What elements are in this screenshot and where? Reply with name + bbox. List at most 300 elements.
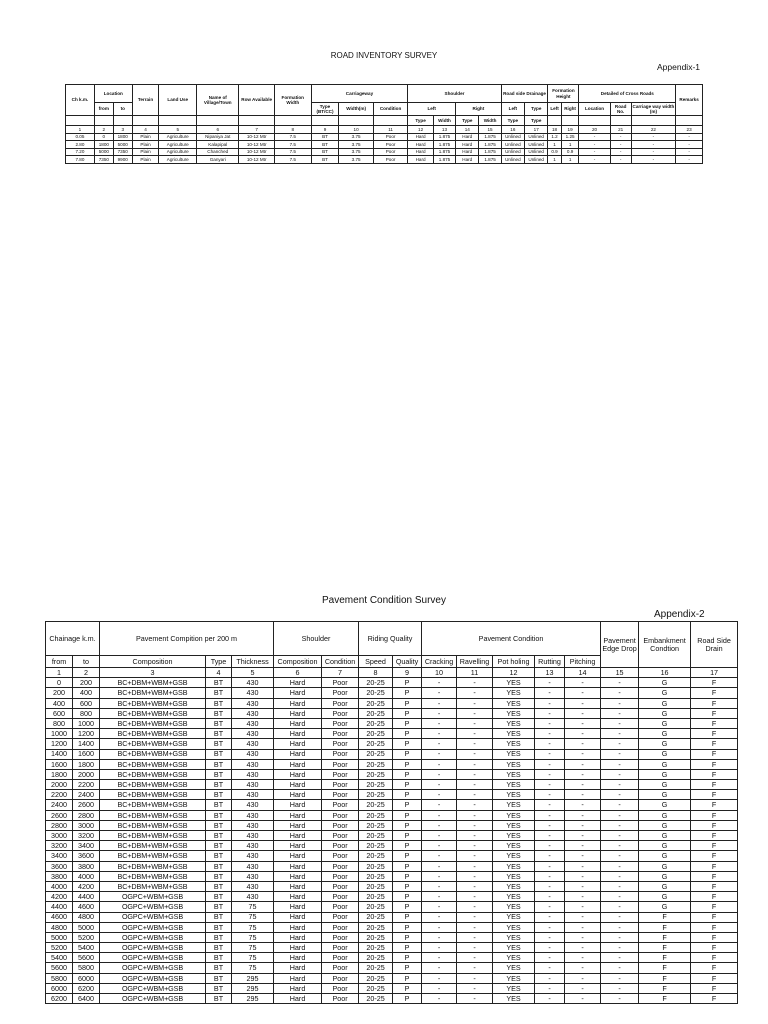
table-cell: G [639, 718, 691, 728]
table-cell: Hard [274, 973, 322, 983]
table-cell: Hard [456, 148, 479, 156]
table-cell: 1.875 [479, 148, 501, 156]
table-cell: P [393, 983, 422, 993]
table-cell: 20-25 [359, 800, 393, 810]
table-cell: - [535, 739, 565, 749]
table-cell: Ganyari [197, 156, 239, 164]
table-cell: - [457, 749, 493, 759]
table-cell: F [691, 943, 738, 953]
table-cell: Agriculture [159, 133, 197, 141]
table-cell: 5000 [94, 148, 113, 156]
header-village: Name of Village/Town [197, 85, 239, 116]
table-cell: Hard [274, 861, 322, 871]
column-number: 19 [561, 126, 579, 134]
table-cell: 6400 [73, 994, 100, 1004]
table-cell: BC+DBM+WBM+GSB [100, 678, 206, 688]
table-cell: - [565, 820, 601, 830]
table-cell: 20-25 [359, 688, 393, 698]
table-cell: Poor [373, 141, 407, 149]
table-cell: 5600 [73, 953, 100, 963]
table-cell: 7.5 [274, 148, 311, 156]
table-cell: 295 [232, 994, 274, 1004]
header-shoulder: Shoulder [408, 85, 501, 103]
table-cell: BT [206, 861, 232, 871]
table-cell: G [639, 698, 691, 708]
table-row [46, 973, 738, 983]
table-cell: BC+DBM+WBM+GSB [100, 780, 206, 790]
table-cell: - [579, 133, 610, 141]
table-cell: - [457, 718, 493, 728]
table-cell: Hard [274, 841, 322, 851]
column-number: 3 [113, 126, 132, 134]
table-cell: - [565, 851, 601, 861]
table-row [46, 943, 738, 953]
table-cell: - [535, 769, 565, 779]
table-cell: Plain [132, 133, 159, 141]
table-cell: - [535, 912, 565, 922]
table-cell: - [422, 810, 457, 820]
table-cell: 7350 [94, 156, 113, 164]
column-number: 5 [159, 126, 197, 134]
table-cell: Hard [274, 780, 322, 790]
column-number: 9 [311, 126, 339, 134]
table-cell: G [639, 892, 691, 902]
table-cell: - [422, 912, 457, 922]
table-cell: Hard [274, 963, 322, 973]
table-cell: BT [311, 133, 339, 141]
table-cell: BC+DBM+WBM+GSB [100, 749, 206, 759]
table-cell: 2400 [46, 800, 73, 810]
table-cell: 1800 [73, 759, 100, 769]
column-number: 15 [601, 668, 639, 678]
table-cell: 800 [46, 718, 73, 728]
table-cell: 430 [232, 780, 274, 790]
table-cell: F [691, 881, 738, 891]
table-cell: - [535, 953, 565, 963]
table-cell: BC+DBM+WBM+GSB [100, 871, 206, 881]
table-cell: YES [493, 851, 535, 861]
table-cell: - [535, 932, 565, 942]
table-cell: YES [493, 810, 535, 820]
table-cell: F [691, 790, 738, 800]
table-cell: - [565, 688, 601, 698]
table-cell: 3000 [46, 831, 73, 841]
table-cell: - [457, 678, 493, 688]
table-cell: Agriculture [159, 148, 197, 156]
table-cell: 4400 [46, 902, 73, 912]
table-cell: - [565, 902, 601, 912]
table-cell: - [601, 688, 639, 698]
table-cell: Hard [456, 156, 479, 164]
table-cell: - [535, 983, 565, 993]
column-number: 18 [548, 126, 561, 134]
table-cell: BT [206, 932, 232, 942]
header-left-type: Type [408, 116, 434, 126]
table-cell: - [457, 851, 493, 861]
table-cell: YES [493, 729, 535, 739]
table-cell: F [639, 994, 691, 1004]
table-cell: Poor [322, 963, 359, 973]
table-cell: - [422, 881, 457, 891]
column-number: 14 [456, 126, 479, 134]
table-cell: BC+DBM+WBM+GSB [100, 729, 206, 739]
table-cell: 430 [232, 718, 274, 728]
table-cell: 2.80 [66, 141, 95, 149]
table-cell: - [565, 769, 601, 779]
table-cell: Hard [274, 729, 322, 739]
table-cell: 4000 [46, 881, 73, 891]
table-cell: BT [206, 800, 232, 810]
table-cell: 1400 [73, 739, 100, 749]
table-cell: 10-12 Mtr [239, 156, 275, 164]
table-row [46, 678, 738, 688]
table-cell: 2600 [73, 800, 100, 810]
column-number: 21 [610, 126, 631, 134]
table-cell: 5000 [46, 932, 73, 942]
table-cell: Hard [274, 953, 322, 963]
column-number: 11 [457, 668, 493, 678]
table-cell: BC+DBM+WBM+GSB [100, 739, 206, 749]
table-cell: - [422, 708, 457, 718]
column-number: 23 [676, 126, 703, 134]
table-cell: F [691, 810, 738, 820]
table-cell: P [393, 871, 422, 881]
table-cell: 4800 [73, 912, 100, 922]
column-number: 4 [206, 668, 232, 678]
table-cell: 430 [232, 800, 274, 810]
table-cell: 1.875 [433, 141, 455, 149]
header-right-type: Type [456, 116, 479, 126]
table-cell: 20-25 [359, 831, 393, 841]
table-cell: - [565, 922, 601, 932]
table-cell: YES [493, 698, 535, 708]
column-number: 17 [691, 668, 738, 678]
table-cell: BC+DBM+WBM+GSB [100, 820, 206, 830]
header-row-available: Row Available [239, 85, 275, 116]
table-row [46, 739, 738, 749]
table-cell: - [535, 810, 565, 820]
table-cell: G [639, 851, 691, 861]
table-cell: YES [493, 841, 535, 851]
table-cell: 430 [232, 790, 274, 800]
table-cell: Hard [274, 708, 322, 718]
table-row [46, 698, 738, 708]
table-cell: BC+DBM+WBM+GSB [100, 841, 206, 851]
table-cell: - [457, 861, 493, 871]
table-cell: 430 [232, 749, 274, 759]
table-cell: G [639, 688, 691, 698]
table-cell: BC+DBM+WBM+GSB [100, 718, 206, 728]
table-cell: 5800 [73, 963, 100, 973]
header-width-m: Width(m) [339, 103, 373, 116]
table-cell: - [422, 861, 457, 871]
pavement-condition-table [45, 621, 738, 1004]
table-cell: OGPC+WBM+GSB [100, 922, 206, 932]
table-cell: Poor [373, 148, 407, 156]
table-cell: - [631, 156, 675, 164]
table-row [46, 749, 738, 759]
header-drainage-left: Left [501, 103, 524, 116]
table-cell: G [639, 678, 691, 688]
table-cell: - [422, 922, 457, 932]
table-cell: - [422, 780, 457, 790]
table-cell: - [457, 881, 493, 891]
table-cell: 20-25 [359, 820, 393, 830]
table-cell: 1.875 [433, 156, 455, 164]
table-cell: - [422, 831, 457, 841]
table-cell: P [393, 922, 422, 932]
table-cell: 1200 [46, 739, 73, 749]
table-cell: Poor [322, 861, 359, 871]
table-cell: 3200 [73, 831, 100, 841]
table-cell: P [393, 708, 422, 718]
table-row [46, 820, 738, 830]
table-cell: Poor [322, 851, 359, 861]
table-cell: 430 [232, 678, 274, 688]
table-cell: BT [206, 759, 232, 769]
table-cell: - [601, 851, 639, 861]
table-cell: 20-25 [359, 963, 393, 973]
table-cell: F [691, 749, 738, 759]
table-cell: 2200 [46, 790, 73, 800]
table-cell: 5000 [73, 922, 100, 932]
table-cell: - [601, 729, 639, 739]
table-cell: 6000 [46, 983, 73, 993]
column-number: 8 [274, 126, 311, 134]
table-cell: F [639, 973, 691, 983]
table-cell: 1600 [73, 749, 100, 759]
header-shoulder-right: Right [456, 103, 502, 116]
table-cell: Plain [132, 156, 159, 164]
table-cell: Hard [274, 943, 322, 953]
table-cell: Poor [373, 133, 407, 141]
table-cell: F [691, 780, 738, 790]
table-cell: Hard [274, 983, 322, 993]
table-cell: 430 [232, 708, 274, 718]
table-row [46, 861, 738, 871]
table-row [66, 141, 703, 149]
table-cell: 3600 [73, 851, 100, 861]
table-cell: Chanched [197, 148, 239, 156]
table-cell: YES [493, 820, 535, 830]
table-cell: Poor [322, 739, 359, 749]
table-cell: 75 [232, 912, 274, 922]
table-cell: - [535, 698, 565, 708]
table-cell: BT [206, 902, 232, 912]
table-cell: - [565, 790, 601, 800]
table-cell: - [535, 790, 565, 800]
table-cell: 9900 [113, 156, 132, 164]
table-cell: 200 [73, 678, 100, 688]
table-cell: G [639, 841, 691, 851]
table-cell: BT [206, 983, 232, 993]
table-cell: P [393, 759, 422, 769]
table-cell: 1.875 [433, 133, 455, 141]
table-cell: YES [493, 861, 535, 871]
table-cell: G [639, 831, 691, 841]
header-to: to [113, 103, 132, 116]
table-cell: Poor [322, 892, 359, 902]
table-cell: 0.9 [561, 148, 579, 156]
table-cell: Poor [322, 973, 359, 983]
table-cell: - [565, 729, 601, 739]
table-cell: - [579, 141, 610, 149]
table-cell: - [565, 739, 601, 749]
header-ravelling: Ravelling [457, 656, 493, 668]
header-embankment: Embankment Condtion [639, 622, 691, 668]
table-cell: 1600 [46, 759, 73, 769]
table-row [66, 148, 703, 156]
table-cell: - [422, 871, 457, 881]
road-inventory-body [66, 126, 703, 164]
table-cell: - [601, 749, 639, 759]
table-cell: Poor [373, 156, 407, 164]
header-road-no: Road No. [610, 103, 631, 116]
table-cell: F [691, 678, 738, 688]
table-cell: 6200 [46, 994, 73, 1004]
table-cell: Hard [274, 810, 322, 820]
table-cell: 4600 [46, 912, 73, 922]
table-cell: 1 [548, 156, 561, 164]
table-cell: Unlined [525, 156, 548, 164]
table-cell: BT [206, 881, 232, 891]
table-cell: - [565, 708, 601, 718]
column-number: 20 [579, 126, 610, 134]
table-cell: 1.875 [479, 141, 501, 149]
table-cell: P [393, 861, 422, 871]
table-cell: Hard [456, 133, 479, 141]
table-row [46, 729, 738, 739]
table-cell: - [422, 800, 457, 810]
table-cell: - [601, 943, 639, 953]
table-cell: - [535, 994, 565, 1004]
column-number: 6 [274, 668, 322, 678]
table-cell: - [422, 932, 457, 942]
table-cell: - [422, 739, 457, 749]
table-cell: 3600 [46, 861, 73, 871]
table-cell: Poor [322, 994, 359, 1004]
table-cell: 2800 [46, 820, 73, 830]
table-cell: 10-12 Mtr [239, 141, 275, 149]
column-number: 8 [359, 668, 393, 678]
table-cell: Hard [274, 790, 322, 800]
header-land-use: Land Use [159, 85, 197, 116]
table-cell: YES [493, 739, 535, 749]
table-cell: - [601, 698, 639, 708]
table-cell: YES [493, 749, 535, 759]
table-cell: - [457, 831, 493, 841]
table-cell: BT [206, 994, 232, 1004]
table-cell: - [535, 963, 565, 973]
header-left-width: Width [433, 116, 455, 126]
table-cell: F [691, 912, 738, 922]
header-carriage-way-width: Carriage way width (m) [632, 103, 675, 114]
header-quality: Quality [393, 656, 422, 668]
table-cell: Poor [322, 841, 359, 851]
table-cell: Poor [322, 718, 359, 728]
table-cell: 75 [232, 902, 274, 912]
header-road-side-drainage: Road side Drainage [501, 85, 548, 103]
column-number: 7 [239, 126, 275, 134]
table-cell: P [393, 902, 422, 912]
table-cell: 2600 [46, 810, 73, 820]
table-cell: - [535, 892, 565, 902]
header-cracking: Cracking [422, 656, 457, 668]
table-row [46, 851, 738, 861]
column-number: 9 [393, 668, 422, 678]
table-cell: P [393, 749, 422, 759]
table-cell: 20-25 [359, 861, 393, 871]
table-cell: Hard [274, 831, 322, 841]
column-number: 10 [422, 668, 457, 678]
table-cell: Poor [322, 708, 359, 718]
table-cell: 20-25 [359, 810, 393, 820]
table-cell: 430 [232, 841, 274, 851]
table-cell: - [535, 708, 565, 718]
table-cell: YES [493, 800, 535, 810]
table-cell: 20-25 [359, 769, 393, 779]
table-cell: Unlined [501, 141, 524, 149]
table-cell: - [565, 759, 601, 769]
table-cell: P [393, 790, 422, 800]
table-cell: BC+DBM+WBM+GSB [100, 800, 206, 810]
table-cell: F [691, 739, 738, 749]
table-cell: 2400 [73, 790, 100, 800]
table-cell: - [535, 851, 565, 861]
table-cell: G [639, 759, 691, 769]
table-cell: - [579, 148, 610, 156]
table-cell: 20-25 [359, 841, 393, 851]
table-cell: 5000 [113, 141, 132, 149]
table-cell: BT [206, 943, 232, 953]
table-cell: - [422, 943, 457, 953]
table-cell: - [535, 820, 565, 830]
table-cell: YES [493, 790, 535, 800]
table-cell: G [639, 739, 691, 749]
table-cell: BT [206, 698, 232, 708]
table-cell: BT [206, 851, 232, 861]
table-cell: 430 [232, 881, 274, 891]
table-cell: Hard [274, 932, 322, 942]
table-cell: 5200 [73, 932, 100, 942]
table-row [46, 759, 738, 769]
table-cell: BT [206, 708, 232, 718]
table-cell: YES [493, 943, 535, 953]
table-cell: 1800 [113, 133, 132, 141]
table-cell: 3000 [73, 820, 100, 830]
table-cell: Hard [274, 851, 322, 861]
table-cell: - [631, 141, 675, 149]
table-cell: YES [493, 973, 535, 983]
table-cell: F [691, 973, 738, 983]
header-riding-quality: Riding Quality [359, 622, 422, 656]
header-ch-km: Ch k.m. [66, 85, 95, 116]
table-cell: G [639, 780, 691, 790]
table-cell: - [565, 994, 601, 1004]
table-cell: YES [493, 932, 535, 942]
column-number: 13 [535, 668, 565, 678]
table-cell: OGPC+WBM+GSB [100, 963, 206, 973]
table-cell: 20-25 [359, 881, 393, 891]
table-cell: - [535, 881, 565, 891]
table-cell: BC+DBM+WBM+GSB [100, 810, 206, 820]
table-cell: BT [206, 769, 232, 779]
table-cell: 20-25 [359, 759, 393, 769]
table-cell: - [535, 861, 565, 871]
header-cr-location: Location [579, 103, 610, 116]
table-cell: Hard [408, 156, 434, 164]
table-cell: - [676, 148, 703, 156]
